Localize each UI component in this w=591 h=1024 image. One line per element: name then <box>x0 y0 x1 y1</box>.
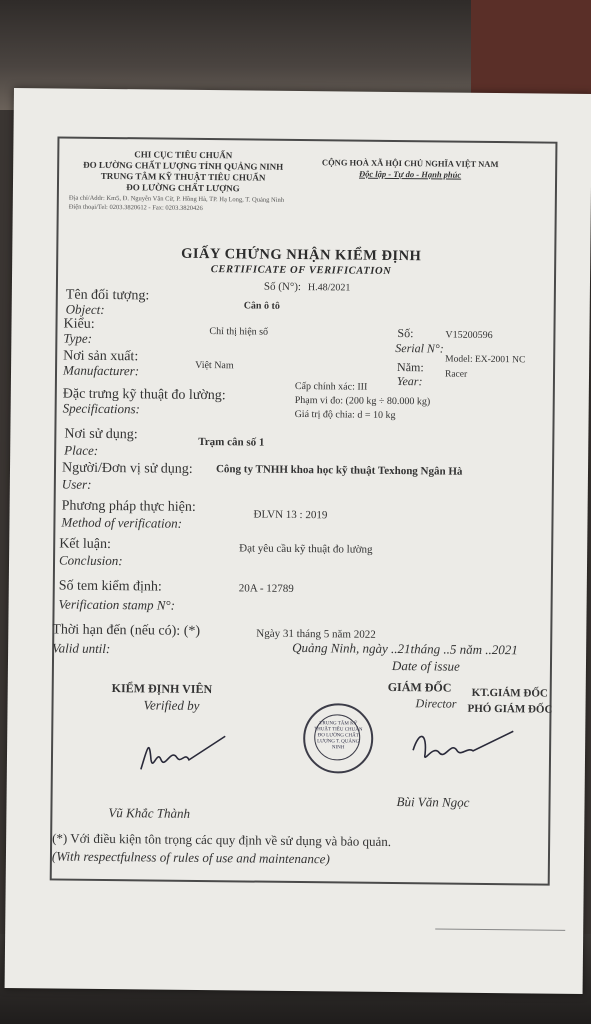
bottom-rule <box>435 928 565 930</box>
year-label-en: Year: <box>396 374 423 389</box>
seal-text: TRUNG TÂM KỸ THUẬT TIÊU CHUẨN ĐO LƯỜNG CHẤT LƯỢNG T. QUẢNG NINH <box>314 721 363 751</box>
method-label-en: Method of verification: <box>61 514 183 531</box>
manufacturer-label-en: Manufacturer: <box>62 362 140 379</box>
issuer-address: Địa chỉ/Addr: Km5, Đ. Nguyễn Văn Cừ, P. Hồng Hà, TP. Hạ Long, T. Quảng Ninh <box>68 194 285 204</box>
issue-label: Date of issue <box>391 657 460 674</box>
director-name: Bùi Văn Ngọc <box>396 794 470 810</box>
certificate-title: GIẤY CHỨNG NHẬN KIỂM ĐỊNH <box>181 245 422 265</box>
model-value: Model: EX-2001 NC <box>445 354 526 366</box>
place-label: Nơi sử dụng: <box>64 426 138 443</box>
director-title: GIÁM ĐỐC <box>387 679 452 695</box>
nation-line-2: Độc lập - Tự do - Hạnh phúc <box>358 168 462 180</box>
conclusion-label: Kết luận: <box>59 536 112 553</box>
year-value: Racer <box>444 369 468 380</box>
specs-range: Phạm vi đo: (200 kg ÷ 80.000 kg) <box>294 394 431 408</box>
object-value: Cân ô tô <box>243 300 280 312</box>
certificate-subtitle: CERTIFICATE OF VERIFICATION <box>210 264 392 277</box>
valid-label-en: Valid until: <box>52 640 111 657</box>
specs-division: Giá trị độ chia: d = 10 kg <box>294 408 396 422</box>
type-label: Kiểu: <box>63 316 95 332</box>
conclusion-label-en: Conclusion: <box>58 552 123 569</box>
manufacturer-value: Việt Nam <box>195 359 234 372</box>
object-label-en: Object: <box>65 301 105 317</box>
serial-label: Số: <box>397 326 414 341</box>
issuer-phone: Điện thoại/Tel: 0203.3820612 - Fax: 0203.3820426 <box>68 203 203 212</box>
footnote-vi: (*) Với điều kiện tôn trọng các quy định về sử dụng và bảo quản. <box>52 830 392 849</box>
user-label-en: User: <box>61 476 92 492</box>
method-label: Phương pháp thực hiện: <box>61 498 196 515</box>
nation-line-1: CỘNG HOÀ XÃ HỘI CHỦ NGHĨA VIỆT NAM <box>321 157 499 170</box>
certificate-number-label: Số (N°): <box>263 280 302 294</box>
official-seal <box>303 703 374 774</box>
object-label: Tên đối tượng: <box>65 287 150 304</box>
verifier-title: KIỂM ĐỊNH VIÊN <box>111 681 213 697</box>
issue-place-date: Quảng Ninh, ngày ..21tháng ..5 năm ..2021 <box>292 639 518 658</box>
valid-label: Thời hạn đến (nếu có): (*) <box>52 622 201 639</box>
year-label: Năm: <box>397 360 424 375</box>
issuer-line-2: ĐO LƯỜNG CHẤT LƯỢNG TỈNH QUẢNG NINH <box>83 159 284 172</box>
issuer-line-1: CHI CỤC TIÊU CHUẨN <box>134 149 233 161</box>
verifier-title-en: Verified by <box>143 697 200 713</box>
serial-label-en: Serial N°: <box>395 341 444 356</box>
type-label-en: Type: <box>63 330 93 346</box>
issuer-header <box>65 149 301 195</box>
user-label: Người/Đơn vị sử dụng: <box>61 460 193 477</box>
valid-value: Ngày 31 tháng 5 năm 2022 <box>256 627 376 641</box>
conclusion-value: Đạt yêu cầu kỹ thuật đo lường <box>239 542 373 556</box>
manufacturer-label: Nơi sản xuất: <box>63 348 139 365</box>
method-value: ĐLVN 13 : 2019 <box>253 508 328 522</box>
stamp-label: Số tem kiểm định: <box>58 578 162 595</box>
director-signature <box>409 720 520 771</box>
certificate-paper <box>5 88 591 994</box>
nation-header <box>299 157 521 181</box>
place-value: Trạm cân số 1 <box>198 435 265 449</box>
stamp-label-en: Verification stamp N°: <box>58 596 176 613</box>
deputy-title-2: PHÓ GIÁM ĐỐC <box>467 702 553 716</box>
deputy-title: KT.GIÁM ĐỐC <box>471 686 548 700</box>
footnote-en: (With respectfulness of rules of use and maintenance) <box>51 848 330 867</box>
issuer-line-4: ĐO LƯỜNG CHẤT LƯỢNG <box>126 182 240 194</box>
director-title-en: Director <box>415 696 457 711</box>
specs-accuracy: Cấp chính xác: III <box>294 380 368 393</box>
stamp-value: 20A - 12789 <box>238 582 294 595</box>
verifier-signature <box>135 729 236 780</box>
user-value: Công ty TNHH khoa học kỹ thuật Texhong Ngân Hà <box>215 463 463 478</box>
certificate-number: H.48/2021 <box>307 282 351 294</box>
specs-label: Đặc trưng kỹ thuật đo lường: <box>62 386 226 404</box>
place-label-en: Place: <box>64 442 99 458</box>
specs-label-en: Specifications: <box>62 400 140 417</box>
verifier-name: Vũ Khắc Thành <box>108 805 191 821</box>
issuer-line-3: TRUNG TÂM KỸ THUẬT TIÊU CHUẨN <box>100 170 266 183</box>
serial-value: V15200596 <box>445 329 493 342</box>
type-value: Chỉ thị hiện số <box>209 326 269 338</box>
